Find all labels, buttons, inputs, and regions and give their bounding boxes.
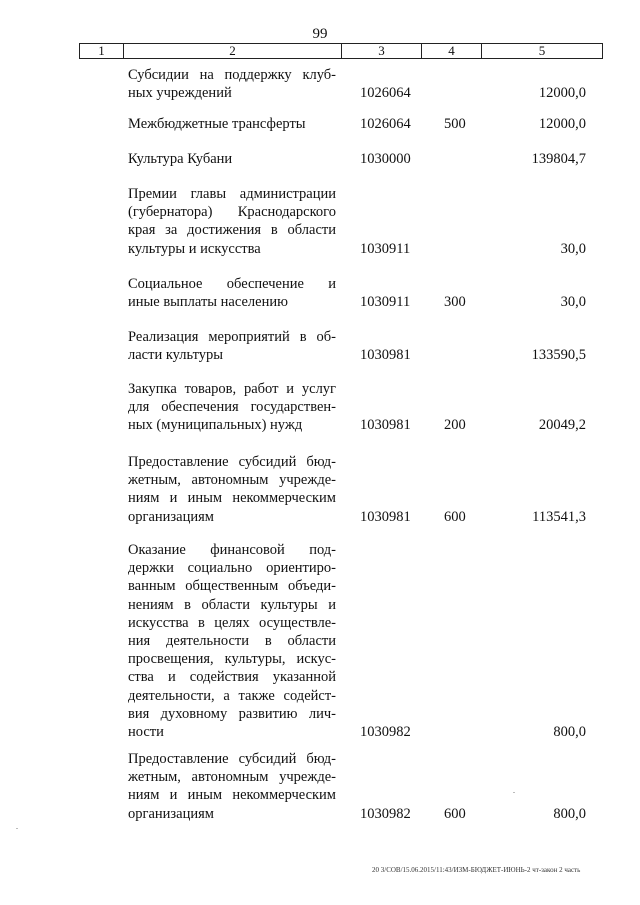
description-line: Субсидии на поддержку клуб- [128,67,336,83]
row-description [128,115,336,133]
description-line: организациям [128,805,214,822]
row-sum: 800,0 [553,805,586,822]
row-description [128,185,336,258]
description-line: для обеспечения государствен- [128,399,336,416]
row-expense-type: 600 [444,805,466,822]
description-line: Социальное обеспечение и [128,276,336,292]
description-line: просвещения, культуры, искус- [128,651,336,668]
description-line: иные выплаты населению [128,294,288,311]
row-sum: 800,0 [553,724,586,740]
description-line: организациям [128,508,214,525]
description-line: ности [128,724,164,741]
row-expense-type: 200 [444,417,466,434]
description-line: культуры и искусства [128,240,261,257]
row-sum: 12000,0 [538,85,586,102]
row-sum: 30,0 [560,294,586,311]
description-line: жетным, автономным учрежде- [128,472,336,489]
description-line: искусства в целях осуществле- [128,614,336,631]
row-sum: 12000,0 [538,116,586,132]
footer-file-stamp: 20 3/СОВ/15.06.2015/11:43/ИЗМ-БЮДЖЕТ-ИЮНЬ-2 чт-закон 2 часть [372,866,581,874]
row-description [128,150,336,168]
row-code: 1030911 [360,240,411,257]
description-line: ниям и иным некоммерческим [128,787,336,804]
header-col-2: 2 [124,44,342,58]
description-line: ванным общественным объеди- [128,578,336,595]
row-code: 1030981 [360,347,411,364]
row-code: 1030982 [360,805,411,822]
row-expense-type: 300 [444,294,466,311]
description-line: ния деятельности в области [128,633,336,650]
description-line: ласти культуры [128,347,223,364]
description-line: вия духовному развитию лич- [128,705,336,722]
description-line: нениям в области культуры и [128,596,336,613]
row-code: 1026064 [360,116,411,132]
page-number: 99 [312,26,328,42]
row-sum: 139804,7 [531,151,586,167]
row-sum: 30,0 [560,240,586,257]
row-sum: 20049,2 [538,417,586,434]
description-line: Оказание финансовой под- [128,542,336,558]
row-code: 1026064 [360,85,411,102]
row-code: 1030981 [360,508,411,525]
scan-speck [513,792,515,793]
row-description [128,750,336,823]
header-col-4: 4 [422,44,482,58]
table-header [79,43,603,59]
description-line: Закупка товаров, работ и услуг [128,381,336,397]
description-line: ства и содействия указанной [128,669,336,686]
row-description [128,541,336,741]
row-sum: 133590,5 [531,347,586,364]
description-line: Культура Кубани [128,151,233,167]
row-description [128,453,336,526]
description-line: ных (муниципальных) нужд [128,417,303,434]
row-description [128,275,336,311]
row-expense-type: 500 [444,116,466,132]
header-col-5: 5 [538,43,546,58]
description-line: держки социально ориентиро- [128,560,336,577]
description-line: края за достижения в области [128,222,336,239]
row-code: 1030000 [360,151,411,167]
description-line: деятельности, а также содейст- [128,687,336,704]
row-code: 1030981 [360,417,411,434]
row-expense-type: 600 [444,508,466,525]
header-col-1: 1 [80,44,124,58]
row-description [128,66,336,102]
row-sum: 113541,3 [532,508,586,525]
description-line: Межбюджетные трансферты [128,116,306,132]
row-description [128,380,336,435]
description-line: Реализация мероприятий в об- [128,329,336,345]
header-col-3: 3 [342,44,422,58]
row-description [128,328,336,364]
description-line: жетным, автономным учрежде- [128,769,336,786]
row-code: 1030911 [360,294,411,311]
row-code: 1030982 [360,724,411,740]
description-line: Премии главы администрации [128,186,336,202]
description-line: Предоставление субсидий бюд- [128,454,336,470]
description-line: Предоставление субсидий бюд- [128,751,336,767]
description-line: ных учреждений [128,85,232,102]
scan-speck [16,828,18,829]
description-line: (губернатора) Краснодарского [128,204,336,221]
description-line: ниям и иным некоммерческим [128,490,336,507]
